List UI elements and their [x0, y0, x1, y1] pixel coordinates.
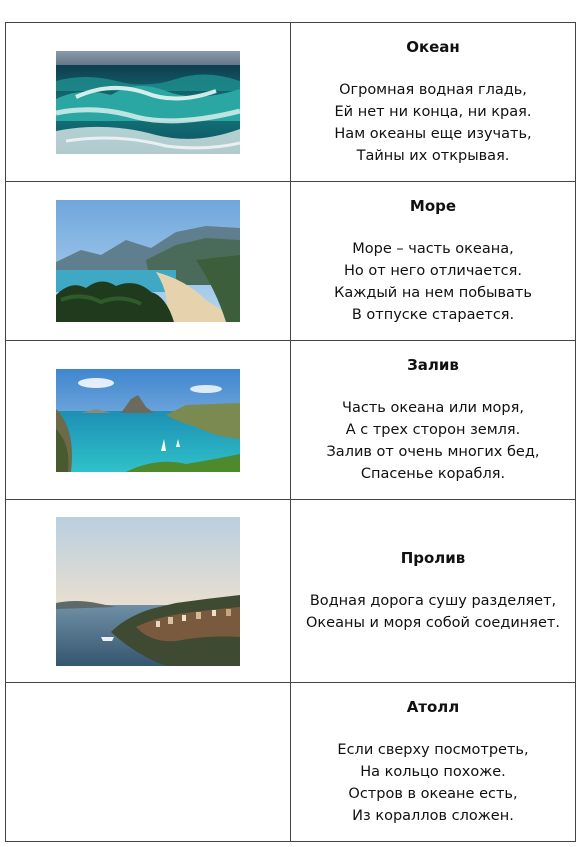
- poem-line: А с трех сторон земля.: [345, 421, 521, 438]
- cards-table: [5, 22, 576, 842]
- text-cell: [291, 683, 576, 842]
- text-cell: [291, 500, 576, 683]
- sea-beach-photo: [56, 200, 240, 322]
- card-row-atoll: [6, 683, 576, 842]
- strait-photo: [56, 517, 240, 666]
- poem-line: Остров в океане есть,: [348, 785, 518, 802]
- poem-line: Ей нет ни конца, ни края.: [334, 103, 532, 120]
- ocean-wave-photo: [56, 51, 240, 154]
- image-cell: [6, 23, 291, 182]
- card-row-ocean: [6, 23, 576, 182]
- card-row-bay: [6, 341, 576, 500]
- card-title: Залив: [407, 355, 459, 374]
- poem-line: Из кораллов сложен.: [352, 807, 514, 824]
- poem-line: Если сверху посмотреть,: [337, 741, 529, 758]
- empty-image-cell: [6, 683, 291, 842]
- card-row-sea: [6, 182, 576, 341]
- bay-photo: [56, 369, 240, 472]
- poem-line: В отпуске старается.: [351, 306, 515, 323]
- poem-line: Каждый на нем побывать: [334, 284, 532, 301]
- poem-line: Водная дорога сушу разделяет,: [309, 592, 557, 609]
- text-cell: [291, 182, 576, 341]
- poem-line: Огромная водная гладь,: [339, 81, 527, 98]
- image-cell: [6, 182, 291, 341]
- poem-line: На кольцо похоже.: [360, 763, 506, 780]
- poem-line: Нам океаны еще изучать,: [334, 125, 532, 142]
- poem-line: Но от него отличается.: [344, 262, 522, 279]
- poem-line: Море – часть океана,: [352, 240, 514, 257]
- card-title: Океан: [406, 37, 460, 56]
- poem-line: Залив от очень многих бед,: [326, 443, 540, 460]
- card-row-strait: [6, 500, 576, 683]
- poem-line: Спасенье корабля.: [360, 465, 506, 482]
- image-cell: [6, 500, 291, 683]
- poem-line: Океаны и моря собой соединяет.: [306, 614, 560, 631]
- image-cell: [6, 341, 291, 500]
- card-title: Атолл: [406, 697, 460, 716]
- text-cell: [291, 23, 576, 182]
- card-title: Море: [409, 196, 457, 215]
- card-title: Пролив: [400, 548, 466, 567]
- poem-line: Тайны их открывая.: [356, 147, 510, 164]
- poem-line: Часть океана или моря,: [342, 399, 524, 416]
- text-cell: [291, 341, 576, 500]
